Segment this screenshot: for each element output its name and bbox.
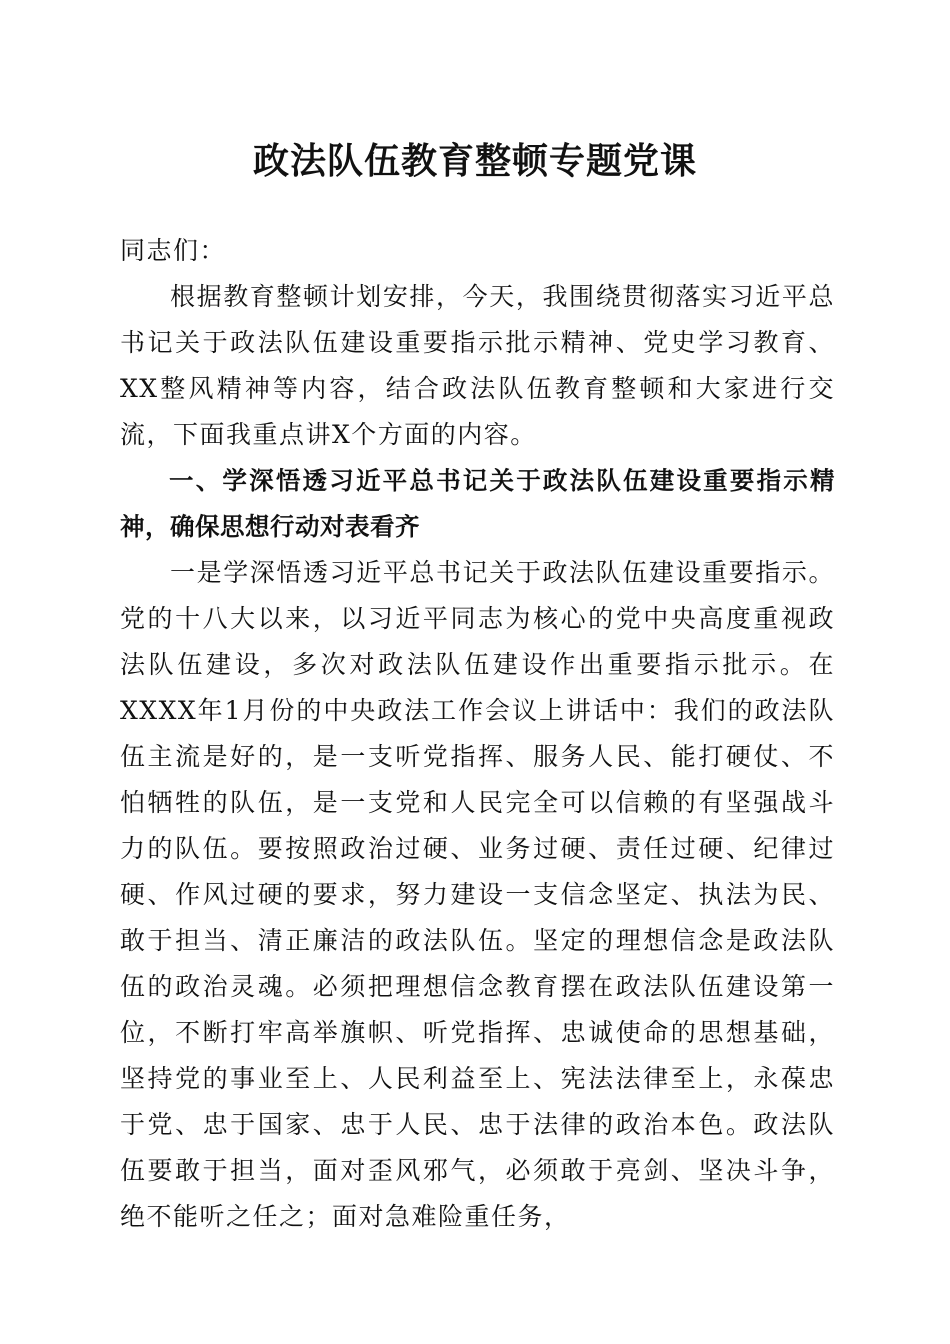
section-1-heading: 一、学深悟透习近平总书记关于政法队伍建设重要指示精神，确保思想行动对表看齐 [120, 466, 835, 541]
salutation: 同志们： [120, 236, 227, 265]
section-1-paragraph-1: 一是学深悟透习近平总书记关于政法队伍建设重要指示。党的十八大以来，以习近平同志为核心的党中央高度重视政法队伍建设，多次对政法队伍建设作出重要指示批示。在XXXX年1月份的中央政法工作会议上讲话中：我们的政法队伍主流是好的，是一支听党指挥、服务人民、能打硬仗、不怕牺牲的队伍，是一支党和人民完全可以信赖的有坚强战斗力的队伍。要按照政治过硬、业务过硬、责任过硬、纪律过硬、作风过硬的要求，努力建设一支信念坚定、执法为民、敢于担当、清正廉洁的政法队伍。坚定的理想信念是政法队伍的政治灵魂。必须把理想信念教育摆在政法队伍建设第一位，不断打牢高举旗帜、听党指挥、忠诚使命的思想基础，坚持党的事业至上、人民利益至上、宪法法律至上，永葆忠于党、忠于国家、忠于人民、忠于法律的政治本色。政法队伍要敢于担当，面对歪风邪气，必须敢于亮剑、坚决斗争，绝不能听之任之；面对急难险重任务， [120, 558, 835, 1231]
intro-paragraph: 根据教育整顿计划安排，今天，我围绕贯彻落实习近平总书记关于政法队伍建设重要指示批示精神、党史学习教育、XX整风精神等内容，结合政法队伍教育整顿和大家进行交流，下面我重点讲X个方面的内容。 [120, 282, 835, 449]
document-body [120, 228, 835, 1240]
document-title: 政法队伍教育整顿专题党课 [252, 141, 697, 182]
